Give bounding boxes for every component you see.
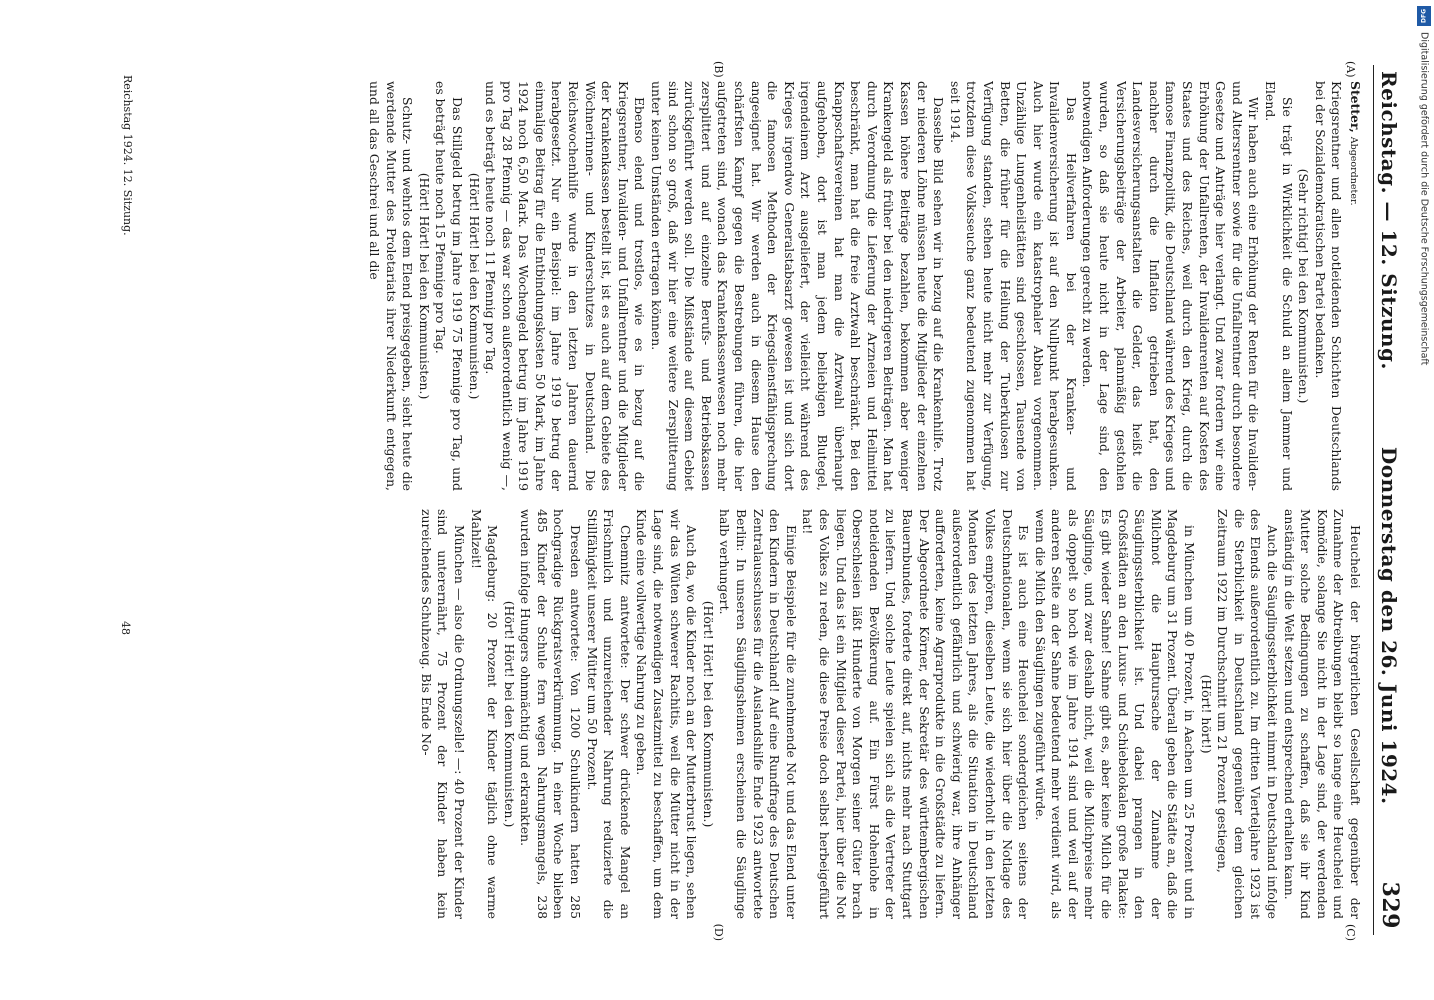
paragraph: Ebenso elend und trostlos, wie es in bezug auf die Kriegsrentner, Invaliden- und Unfallrentner und die Mitglieder der Krankenkassen bestellt ist, ist es auch auf dem Gebiete des Wöchnerinnen- und Kinderschutzes in Deutschland. Die Reichswochenhilfe wurde in den letzten Jahren dauernd herabgesetzt. Nur ein Beispiel: im Jahre 1919 betrug der einmalige Beitrag für die Entbindungskosten 50 Mark, im Jahre 1924 noch 6,50 Mark. Das Wochengeld betrug im Jahre 1919 pro Tag 28 Pfennig — das war schon außerordentlich wenig —, und es beträgt heute noch 11 Pfennig pro Tag. <box>483 81 648 491</box>
page-number: 329 <box>1377 881 1403 929</box>
paragraph: in München um 40 Prozent, in Aachen um 25 Prozent und in Magdeburg um 31 Prozent. Überall geben die Städte an, daß die Milchnot die Hauptursache der Zunahme der Säuglingssterblichkeit ist. Und dabei prangen in den Großstädten an den Luxus- und Schiebelokalen große Plakate: Es gibt wieder Sahne! Sahne gibt es, aber keine Milch für die Säuglinge, und zwar deshalb nicht, weil die Milchpreise mehr als doppelt so hoch wie im Jahre 1914 sind und weil auf der anderen Seite an der Sahne bedeutend mehr verdient wird, als wenn die Milch den Säuglingen zugeführt würde. <box>1032 509 1198 919</box>
signature-mark: 48 <box>119 621 132 635</box>
paragraph: Heuchelei der bürgerlichen Gesellschaft gegenüber der Zunahme der Abtreibungen bleibt so lange eine Heuchelei und Komödie, solange Sie nicht in der Lage sind, der werdenden Mutter solche Bedingungen zu schaffen, daß sie ihr Kind anständig in die Welt setzen und entsprechend erhalten kann. <box>1281 509 1363 919</box>
margin-mark-d: (D) <box>712 923 725 941</box>
document-page <box>115 61 1405 941</box>
interjection: (Hört! Hört! bei den Kommunisten.) <box>501 600 517 828</box>
right-column <box>145 509 1363 919</box>
interjection: (Hört! Hört! bei den Kommunisten.) <box>416 172 432 400</box>
speaker-name: Stetter, <box>1348 81 1363 133</box>
paragraph: Auch da, wo die Kinder noch an der Mutterbrust liegen, sehen wir das Wüten schwerer Rachitis, weil die Mütter nicht in der Lage sind, die notwendigen Zusatzmittel zu beschaffen, um dem Kinde eine vollwertige Nahrung zu geben. <box>634 509 700 919</box>
header-left: Reichstag. — 12. Sitzung. <box>1377 71 1401 370</box>
text-columns <box>145 81 1363 919</box>
paragraph: Das Stillgeld betrug im Jahre 1919 75 Pfennige pro Tag, und es beträgt heute noch 15 Pfennige pro Tag. <box>433 81 465 491</box>
paragraph: Dasselbe Bild sehen wir in bezug auf die Krankenhilfe. Trotz der niederen Löhne müssen heute die Mitglieder der einzelnen Kassen höhere Beiträge bezahlen, bekommen aber weniger Krankengeld als früher bei den niedrigeren Beiträgen. Man hat durch Verordnung die Lieferung der Arzneien und Heilmittel beschränkt, man hat die freie Arztwahl beschränkt. Bei den Knappschaftsvereinen hat man die Arztwahl überhaupt aufgehoben, dort ist man jedem beliebigen Blutegel, irgendeinem Arzt ausgeliefert, der vielleicht während des Krieges irgendwo Generalstabsarzt gewesen ist und sich dort die famosen Methoden der Kriegsdienstfähigsprechung angeeignet hat. Wir werden auch in diesem Hause den schärfsten Kampf gegen die Bestrebungen führen, die hier aufgetreten sind, wonach das Krankenkassenwesen noch mehr zersplittert und auf einzelne Berufs- und Betriebskassen zurückgeführt werden soll. Die Mißstände auf diesem Gebiet sind schon so groß, daß wir hier eine weitere Zersplitterung unter keinen Umständen ertragen können. <box>649 81 947 491</box>
paragraph: München — also die Ordnungszelle! —: 40 Prozent der Kinder sind unterernährt, 75 Prozent der Kinder haben kein zureichendes Schuhzeug. Bis Ende No- <box>418 509 467 919</box>
header-date: Donnerstag den 26. Juni 1924. <box>1377 446 1401 805</box>
page-footer: Reichstag 1924. 12. Sitzung. <box>121 75 134 236</box>
speaker-role: Abgeordneter. <box>1348 136 1359 206</box>
paragraph: Wir haben auch eine Erhöhung der Renten für die Invaliden- und Altersrentner sowie für die Unfallrentner durch besondere Gesetze und Anträge hier verlangt. Und zwar fordern wir eine Erhöhung der Unfallrenten, der Invalidenrenten auf Kosten des Staates und des Reiches, weil durch den Krieg, durch die famose Finanzpolitik, die Deutschland während des Krieges und nachher durch die Inflation getrieben hat, den Landesversicherungsanstalten die Gelder, das heißt die Versicherungsbeiträge der Arbeiter, planmäßig gestohlen wurden, so daß sie heute nicht in der Lage sind, den notwendigen Anforderungen gerecht zu werden. <box>1080 81 1262 491</box>
paragraph: Magdeburg: 20 Prozent der Kinder täglich ohne warme Mahlzeit! <box>468 509 501 919</box>
paragraph: Das Heilverfahren bei der Kranken- und Invalidenversicherung ist auf den Nullpunkt herabgesunken. Auch hier wurde ein katastrophaler Abbau vorgenommen. Unzählige Lungenheilstätten sind geschlossen, Tausende von Betten, die früher für die Heilung der Tuberkulosen zur Verfügung standen, stehen heute nicht mehr zur Verfügung, trotzdem diese Volksseuche ganz bedeutend zugenommen hat seit 1914. <box>947 81 1079 491</box>
left-column <box>145 81 1363 491</box>
paragraph: Auch die Säuglingssterblichkeit nimmt in Deutschland infolge des Elends außerordentlich zu. Im dritten Vierteljahre 1923 ist die Sterblichkeit in Deutschland gegenüber dem gleichen Zeitraum 1922 im Durchschnitt um 21 Prozent gestiegen, <box>1215 509 1281 919</box>
paragraph: Sie trägt in Wirklichkeit die Schuld an allem Jammer und Elend. <box>1263 81 1295 491</box>
paragraph: Schutz- und wehrlos dem Elend preisgegeben, sieht heute die werdende Mutter des Proletariats ihrer Niederkunft entgegen, und all das Geschrei und all die <box>366 81 416 491</box>
interjection: (Hört! Hört! bei den Kommunisten.) <box>700 600 716 828</box>
interjection: (Hört! Hört! bei den Kommunisten.) <box>466 172 482 400</box>
paragraph: Einige Beispiele für die zunehmende Not und das Elend unter den Kindern in Deutschland! Auf eine Rundfrage des Deutschen Zentralausschusses für die Auslandshilfe Ende 1923 antwortete Berlin: In unseren Säuglingsheimen erscheinen die Säuglinge halb verhungert. <box>717 509 799 919</box>
paragraph: Chemnitz antwortete: Der schwer drückende Mangel an Frischmilch und unzureichender Nahrung reduzierte die Stillfähigkeit unserer Mütter um 50 Prozent. <box>584 509 633 919</box>
margin-mark-a: (A) <box>1344 61 1357 78</box>
paragraph: Dresden antwortete: Von 1200 Schulkindern hatten 285 hochgradige Rückgratsverkrümmung. In einer Woche blieben 485 Kinder der Schule fern wegen Nahrungsmangels, 238 wurden infolge Hungers ohnmächtig und erkrankten. <box>518 509 584 919</box>
dfg-logo: DFG <box>1417 6 1431 26</box>
paragraph: Kriegsrentner und allen notleidenden Schichten Deutschlands bei der Sozialdemokratischen Partei bedanken. <box>1312 81 1345 491</box>
margin-mark-c: (C) <box>1344 924 1357 941</box>
dfg-sidebar <box>1414 6 1434 986</box>
paragraph: Es ist auch eine Heuchelei sondergleichen seitens der Deutschnationalen, wenn sie sich hier über die Notlage des Volkes empören, dieselben Leute, die wiederholt in den letzten Monaten des letzten Jahres, als die Situation in Deutschland außerordentlich gefährlich und schwierig war, ihre Anhänger aufforderten, keine Agrarprodukte in die Großstädte zu liefern. Der Abgeordnete Körner, der Sekretär des württembergischen Bauernbundes, forderte direkt auf, nichts mehr nach Stuttgart zu liefern. Und solche Leute spielen sich als die Vertreter der notleidenden Bevölkerung auf. Ein Fürst Hohenlohe in Oberschlesien läßt Hunderte von Morgen seiner Güter brach liegen. Und das ist ein Mitglied dieser Partei, hier über die Not des Volkes zu reden, die diese Preise doch selbst herbeigeführt hat! <box>800 509 1032 919</box>
dfg-credit-text: Digitalisierung gefördert durch die Deutsche Forschungsgemeinschaft <box>1418 32 1430 366</box>
page-header <box>1373 65 1405 935</box>
margin-mark-b: (B) <box>712 61 725 78</box>
interjection: (Hört! hört!) <box>1198 674 1214 754</box>
interjection: (Sehr richtig! bei den Kommunisten.) <box>1296 168 1312 404</box>
speaker-line <box>1344 81 1363 491</box>
